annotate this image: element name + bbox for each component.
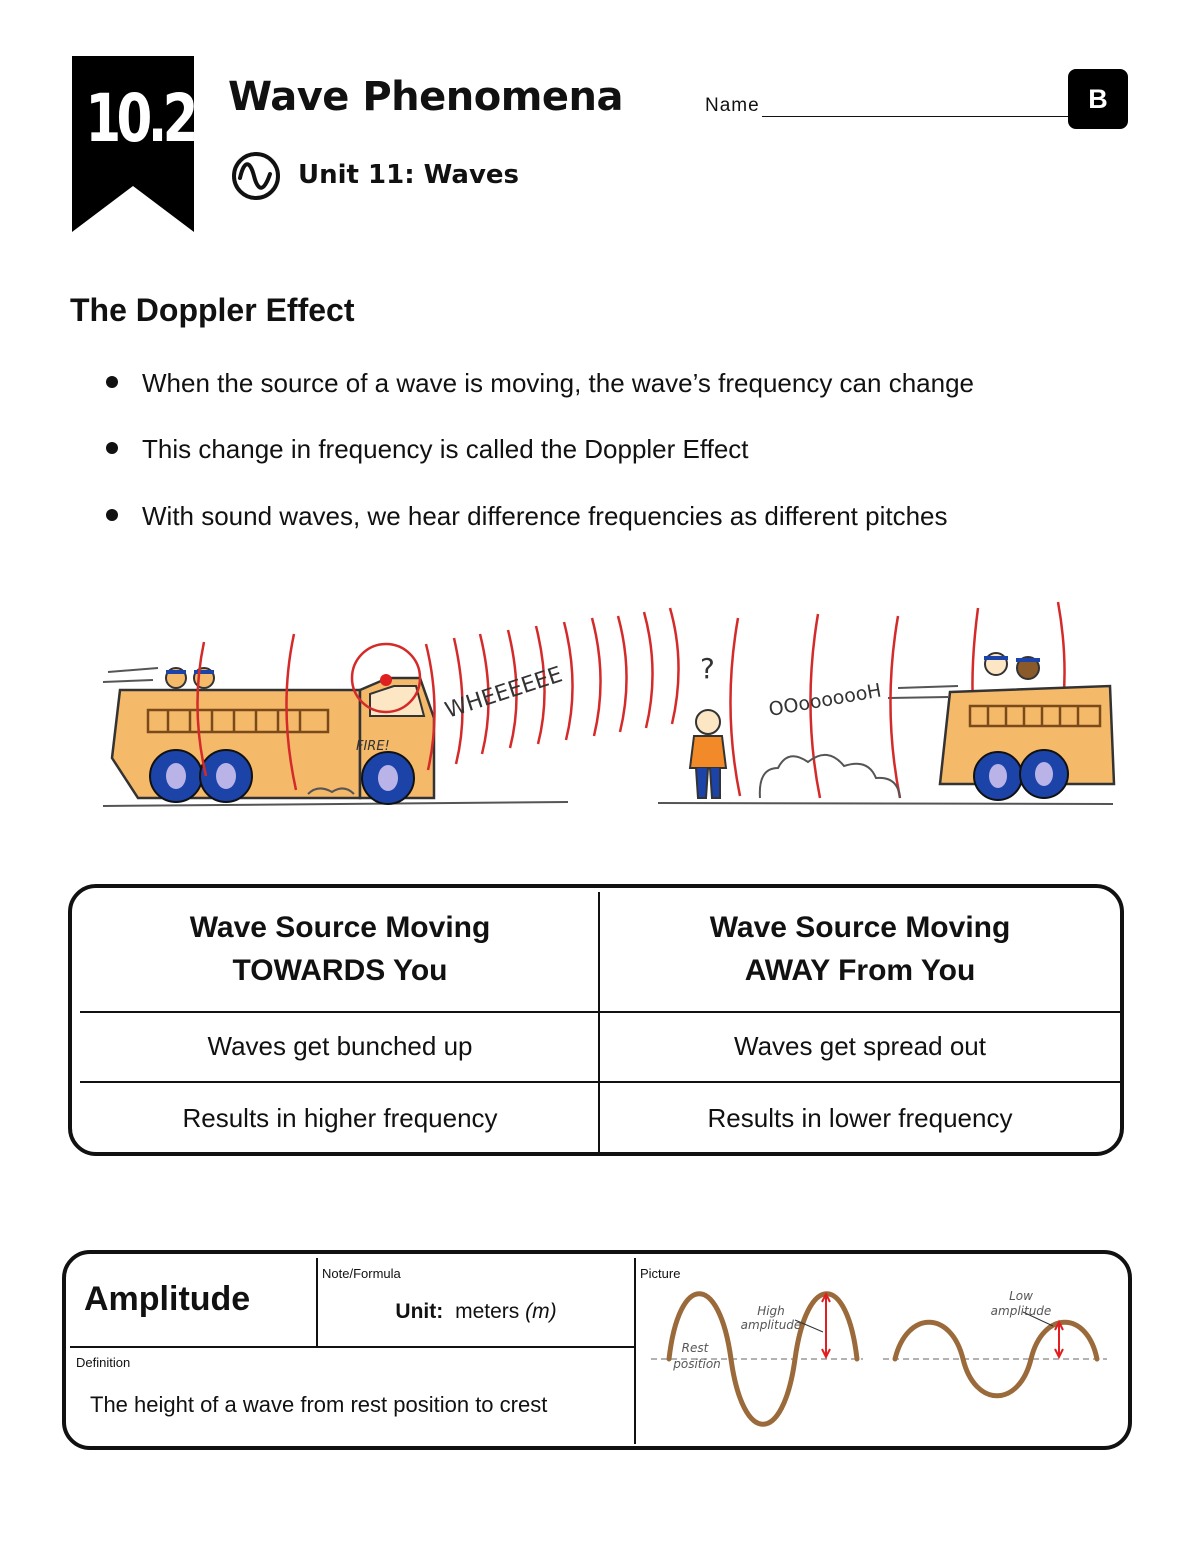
fire-truck-approaching	[112, 668, 434, 804]
picture-label: Picture	[640, 1266, 681, 1281]
wave-icon	[230, 150, 282, 202]
unit-name: Waves	[423, 160, 520, 190]
amplitude-diagram	[645, 1282, 1115, 1432]
table-divider	[80, 1011, 1120, 1013]
vocab-term: Amplitude	[84, 1280, 251, 1318]
definition-label: Definition	[76, 1355, 131, 1370]
column-header-towards: Wave Source Moving TOWARDS You	[189, 911, 491, 987]
approaching-sound-text: WHEEEEEE	[442, 662, 566, 724]
table-divider	[80, 1081, 1120, 1083]
card-divider	[316, 1258, 318, 1346]
unit-heading	[298, 160, 519, 190]
version-badge: B	[1068, 69, 1128, 129]
unit-formula: Unit: meters (m)	[395, 1300, 557, 1323]
lesson-number: 10.2	[85, 80, 194, 157]
name-field[interactable]	[762, 116, 1070, 117]
definition-text: The height of a wave from rest position to crest	[90, 1392, 548, 1417]
truck-label: FIRE!	[356, 739, 390, 754]
high-label-line-1: High	[757, 1304, 785, 1318]
note-label: Note/Formula	[322, 1266, 401, 1281]
question-mark: ?	[700, 652, 715, 685]
name-label: Name	[705, 95, 760, 116]
receding-sound-text: OOooooooH	[767, 679, 884, 721]
page-title: Wave Phenomena	[228, 74, 623, 120]
card-divider	[634, 1258, 636, 1444]
low-label-line-2: amplitude	[990, 1304, 1052, 1318]
listener-figure	[690, 652, 726, 798]
fire-truck-receding	[940, 653, 1114, 800]
rest-label-line-2: position	[673, 1357, 721, 1371]
unit-label: Unit 11:	[298, 160, 415, 190]
table-cell: Waves get spread out	[734, 1031, 986, 1061]
bullet-icon	[106, 376, 118, 388]
bullet-icon	[106, 509, 118, 521]
table-cell: Waves get bunched up	[207, 1031, 473, 1061]
card-divider	[70, 1346, 634, 1348]
bullet-item: When the source of a wave is moving, the wave’s frequency can change	[106, 368, 974, 399]
high-label-line-2: amplitude	[740, 1318, 802, 1332]
bullet-icon	[106, 442, 118, 454]
low-label-line-1: Low	[1009, 1289, 1033, 1303]
bullet-item: This change in frequency is called the Doppler Effect	[106, 434, 749, 465]
section-heading: The Doppler Effect	[70, 292, 355, 328]
bullet-item: With sound waves, we hear difference frequencies as different pitches	[106, 501, 948, 532]
doppler-illustration	[98, 598, 1122, 820]
table-cell: Results in higher frequency	[182, 1103, 498, 1133]
table-cell: Results in lower frequency	[707, 1103, 1013, 1133]
rest-label-line-1: Rest	[681, 1341, 709, 1355]
column-header-away: Wave Source Moving AWAY From You	[709, 911, 1011, 987]
